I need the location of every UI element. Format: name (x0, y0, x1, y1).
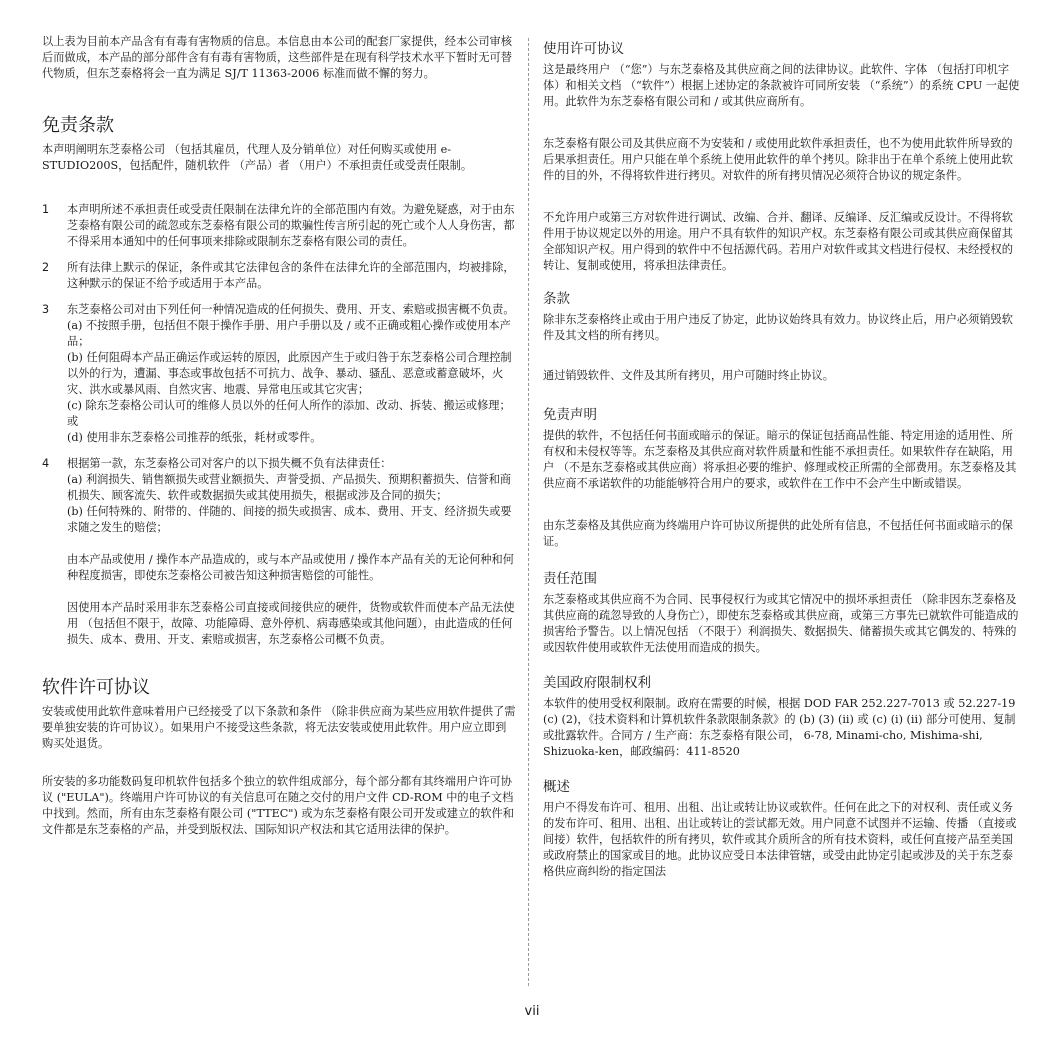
item-paragraph: 因使用本产品时采用非东芝泰格公司直接或间接供应的硬件，货物或软件而使本产品无法使用 （包括但不限于，故障、功能障碍、意外停机、病毒感染或其他问题），由此造成的任何损失、成本、费用、开支、索赔或损害，东芝泰格公司概不负责。 (67, 601, 515, 646)
column-divider (528, 38, 529, 986)
item-text: 本声明所述不承担责任或受责任限制在法律允许的全部范围内有效。为避免疑惑，对于由东芝泰格有限公司的疏忽或东芝泰格有限公司的欺骗性传言所引起的死亡或个人人身伤害，都不得采用本通知中的任何事项来排除或限制东芝泰格有限公司的责任。 (67, 203, 515, 248)
list-item (42, 302, 516, 446)
general-paragraph: 用户不得发布许可、租用、出租、出让或转让协议或软件。任何在此之下的对权利、责任或义务的发布许可、租用、出租、出让或转让的尝试都无效。用户同意不试图并不运输、传播 （直接或间接）软件，包括软件的所有拷贝，软件或其介质所含的所有技术资料，或任何直接产品至美国或政府禁止的国家或目的地。此协议应受日本法律管辖，或受由此协定引起或涉及的关于东芝泰格供应商纠纷的指定国法 (543, 801, 1017, 878)
list-item (42, 260, 516, 292)
us-government-rights-heading: 美国政府限制权利 (543, 675, 651, 691)
license-paragraph: 东芝泰格有限公司及其供应商不为安装和 / 或使用此软件承担责任，也不为使用此软件所导致的后果承担责任。用户只能在单个系统上使用此软件的单个拷贝。除非出于在单个系统上使用此软件的目的外，不得将软件进行拷贝。对软件的所有拷贝情况必须符合协议的规定条件。 (543, 137, 1013, 182)
item-paragraph: 由本产品或使用 / 操作本产品造成的，或与本产品或使用 / 操作本产品有关的无论何种和何种程度损害，即使东芝泰格公司被告知这种损害赔偿的可能性。 (67, 553, 514, 582)
terms-heading: 条款 (543, 291, 570, 307)
sub-item: (c) 除东芝泰格公司认可的维修人员以外的任何人所作的添加、改动、拆装、搬运或修理；或 (67, 399, 511, 428)
license-paragraph: 这是最终用户 （“您”）与东芝泰格及其供应商之间的法律协议。此软件、字体 （包括打印机字体）和相关文档 （“软件”）根据上述协定的条款被许可同所安装 （“系统”）的系统 CPU 一起使用。此软件为东芝泰格有限公司和 / 或其供应商所有。 (543, 63, 1020, 108)
list-item (42, 202, 516, 250)
item-number: 2 (42, 261, 50, 274)
sub-item: (d) 使用非东芝泰格公司推荐的纸张，耗材或零件。 (67, 431, 322, 444)
general-heading: 概述 (543, 779, 570, 795)
sub-item: (a) 利润损失、销售额损失或营业额损失、声誉受损、产品损失、预期积蓄损失、信誉和商机损失、顾客流失、软件或数据损失或其使用损失，根据或涉及合同的损失； (67, 473, 512, 502)
item-number: 4 (42, 457, 50, 470)
hazardous-substances-note: 以上表为目前本产品含有有毒有害物质的信息。本信息由本公司的配套厂家提供，经本公司审核后而做成，本产品的部分部件含有有毒有害物质，这些部件是在现有科学技术水平下暂时无可替代物质，但东芝泰格将会一直为满足 SJ/T 11363-2006 标准而做不懈的努力。 (42, 35, 512, 80)
software-license-paragraph: 所安装的多功能数码复印机软件包括多个独立的软件组成部分，每个部分都有其终端用户许可协议 ("EULA")。终端用户许可协议的有关信息可在随之交付的用户文件 CD-ROM 中的电子文档中找到。然而，所有由东芝泰格有限公司 ("TTEC") 或为东芝泰格有限公司开发或建立的软件和文件都是东芝泰格的产品，并受到版权法、国际知识产权法和其它适用法律的保护。 (42, 775, 514, 836)
list-item (42, 456, 516, 648)
page-number: vii (524, 1004, 540, 1019)
no-warranty-paragraph: 由东芝泰格及其供应商为终端用户许可协议所提供的此处所有信息，不包括任何书面或暗示的保证。 (543, 519, 1013, 548)
no-warranty-paragraph: 提供的软件，不包括任何书面或暗示的保证。暗示的保证包括商品性能、特定用途的适用性、所有权和未侵权等等。东芝泰格及其供应商对软件质量和性能不承担责任。如果软件存在缺陷，用户 （不是东芝泰格或其供应商）将承担必要的维护、修理或校正所需的全部费用。东芝泰格及其供应商不承诺软件的功能能够符合用户的要求，或软件在工作中不会产生中断或错误。 (543, 429, 1017, 490)
terms-paragraph: 除非东芝泰格终止或由于用户违反了协定，此协议始终具有效力。协议终止后，用户必须销毁软件及其文档的所有拷贝。 (543, 313, 1013, 342)
us-government-rights-paragraph: 本软件的使用受权利限制。政府在需要的时候，根据 DOD FAR 252.227-7013 或 52.227-19 (c) (2)，《技术资料和计算机软件条款限制条款》的 (b) (3) (ii) 或 (c) (i) (ii) 部分可使用、复制或批露软件。合同方 / 生产商：东芝泰格有限公司， 6-78, Minami-cho, Mishima-shi, Shizuoka-ken，邮政编码：411-8520 (543, 697, 1016, 758)
software-license-paragraph: 安装或使用此软件意味着用户已经接受了以下条款和条件 （除非供应商为某些应用软件提供了需要单独安装的许可协议）。如果用户不接受这些条款，将无法安装或使用此软件。用户应立即到购买处退货。 (42, 705, 516, 750)
liability-heading: 责任范围 (543, 571, 597, 587)
license-paragraph: 不允许用户或第三方对软件进行调试、改编、合并、翻译、反编译、反汇编或反设计。不得将软件用于协议规定以外的用途。用户不具有软件的知识产权。东芝泰格有限公司或其供应商保留其全部知识产权。用户得到的软件中不包括源代码。若用户对软件或其文档进行侵权、未经授权的转让、复制或使用，将承担法律责任。 (543, 211, 1013, 272)
right-column (543, 40, 1021, 880)
left-column (42, 34, 516, 838)
disclaimer-heading: 免责条款 (42, 115, 114, 136)
item-number: 3 (42, 303, 50, 316)
item-text: 东芝泰格公司对由下列任何一种情况造成的任何损失、费用、开支、索赔或损害概不负责。 (67, 303, 515, 316)
sub-item: (a) 不按照手册，包括但不限于操作手册、用户手册以及 / 或不正确或粗心操作或使用本产品； (67, 319, 511, 348)
item-text: 所有法律上默示的保证，条件或其它法律包含的条件在法律允许的全部范围内，均被排除，这种默示的保证不给予或适用于本产品。 (67, 261, 515, 290)
terms-paragraph: 通过销毁软件、文件及其所有拷贝，用户可随时终止协议。 (543, 369, 834, 382)
no-warranty-heading: 免责声明 (543, 407, 597, 423)
sub-item: (b) 任何阻碍本产品正确运作或运转的原因，此原因产生于或归咎于东芝泰格公司合理控制以外的行为，遭漏、事态或事故包括不可抗力、战争、暴动、骚乱、恶意或蓄意破坏，火灾、洪水或暴风雨、自然灾害、地震、异常电压或其它灾害； (67, 351, 512, 396)
license-agreement-heading: 使用许可协议 (543, 41, 624, 57)
sub-item: (b) 任何特殊的、附带的、伴随的、间接的损失或损害、成本、费用、开支、经济损失或要求随之发生的赔偿； (67, 505, 512, 534)
liability-paragraph: 东芝泰格或其供应商不为合同、民事侵权行为或其它情况中的损坏承担责任 （除非因东芝泰格及其供应商的疏忽导致的人身伤亡），即使东芝泰格或其供应商，或第三方事先已就软件可能造成的损害给予警告。以上情况包括 （不限于）利润损失、数据损失、储蓄损失或其它偶发的、特殊的或因软件使用或软件无法使用而造成的损失。 (543, 593, 1019, 654)
software-license-heading: 软件许可协议 (42, 677, 150, 698)
item-number: 1 (42, 203, 50, 216)
item-text: 根据第一款，东芝泰格公司对客户的以下损失概不负有法律责任： (67, 457, 392, 470)
disclaimer-intro: 本声明阐明东芝泰格公司 （包括其雇员，代理人及分销单位）对任何购买或使用 e-STUDIO200S，包括配件，随机软件 （产品）者 （用户）不承担责任或受责任限制。 (42, 143, 473, 172)
